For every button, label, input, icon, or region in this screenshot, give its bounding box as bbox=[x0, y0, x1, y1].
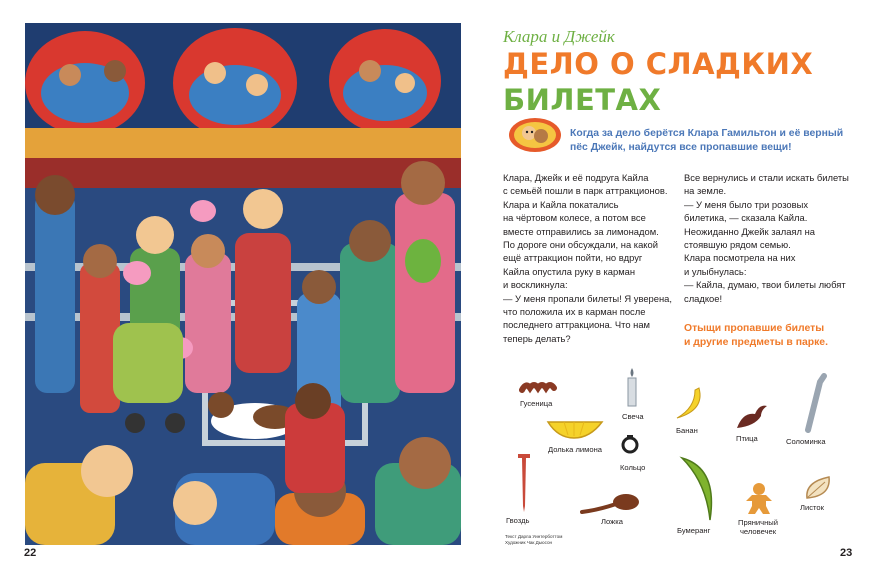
banana-icon bbox=[669, 384, 709, 424]
leaf-label: Листок bbox=[800, 503, 824, 512]
story-column-2 bbox=[684, 171, 854, 305]
credits-illustrator: Художник Чак Дьюсон bbox=[505, 540, 553, 545]
intro-text: Когда за дело берётся Клара Гамильтон и её верный пёс Джейк, найдутся все пропавшие вещи! bbox=[570, 128, 844, 153]
boomerang-icon bbox=[676, 454, 718, 524]
banana-label: Банан bbox=[676, 426, 698, 435]
story-column-1 bbox=[503, 171, 678, 345]
ring-icon bbox=[621, 434, 639, 454]
straw-icon bbox=[800, 372, 830, 434]
clara-jake-badge-icon bbox=[507, 116, 563, 154]
task-instruction: Отыщи пропавшие билеты и другие предметы в парке. bbox=[684, 323, 828, 348]
series-title: Клара и Джейк bbox=[503, 27, 615, 46]
bird-icon bbox=[733, 402, 769, 432]
candle-label: Свеча bbox=[622, 412, 644, 421]
nail-icon bbox=[516, 452, 532, 514]
crowd-scene-art bbox=[25, 23, 461, 545]
leaf-icon bbox=[803, 474, 833, 502]
lemon-slice-icon bbox=[546, 418, 604, 440]
gingerbread-man-icon bbox=[744, 482, 774, 516]
page-title bbox=[503, 47, 813, 117]
nail-label: Гвоздь bbox=[506, 516, 530, 525]
candle-icon bbox=[624, 366, 640, 408]
title-line-2: БИЛЕТАХ bbox=[503, 83, 662, 117]
page-number-left: 22 bbox=[24, 547, 37, 559]
title-line-1: ДЕЛО О СЛАДКИХ bbox=[503, 47, 814, 81]
page-number-right: 23 bbox=[840, 547, 853, 559]
spoon-icon bbox=[578, 492, 642, 518]
boomerang-label: Бумеранг bbox=[677, 526, 711, 535]
ring-label: Кольцо bbox=[620, 463, 646, 472]
story-paragraph-1: Клара, Джейк и её подруга Кайла с семьёй пошли в парк аттракционов. Клара и Кайла покатались на чёртовом колесе, а потом все вместе отправились за лимонадом. По дороге они обсуждали, на какой ещё аттракцион пойти, но вдруг Кайла опустила руку в карман и воскликнула: — У меня пропали билеты! Я уверена, что положила их в карман после последнего аттракциона. Что нам теперь делать? bbox=[503, 172, 672, 344]
credits bbox=[505, 534, 562, 546]
story-paragraph-2: Все вернулись и стали искать билеты на земле. — У меня было три розовых билетика, — сказала Кайла. Неожиданно Джейк залаял на стоявшую рядом семью. Клара посмотрела на них и улыбнулась: — Кайла, думаю, твои билеты любят сладкое! bbox=[684, 172, 849, 304]
fairground-illustration bbox=[25, 23, 461, 545]
spoon-label: Ложка bbox=[601, 517, 623, 526]
caterpillar-icon bbox=[518, 378, 560, 396]
credits-author: Текст Дарла Уинтерботтом bbox=[505, 534, 563, 539]
caterpillar-label: Гусеница bbox=[520, 399, 553, 408]
gingerbread-man-label: Пряничный человечек bbox=[738, 518, 778, 536]
straw-label: Соломинка bbox=[786, 437, 826, 446]
bird-label: Птица bbox=[736, 434, 758, 443]
lemon-slice-label: Долька лимона bbox=[548, 445, 603, 454]
